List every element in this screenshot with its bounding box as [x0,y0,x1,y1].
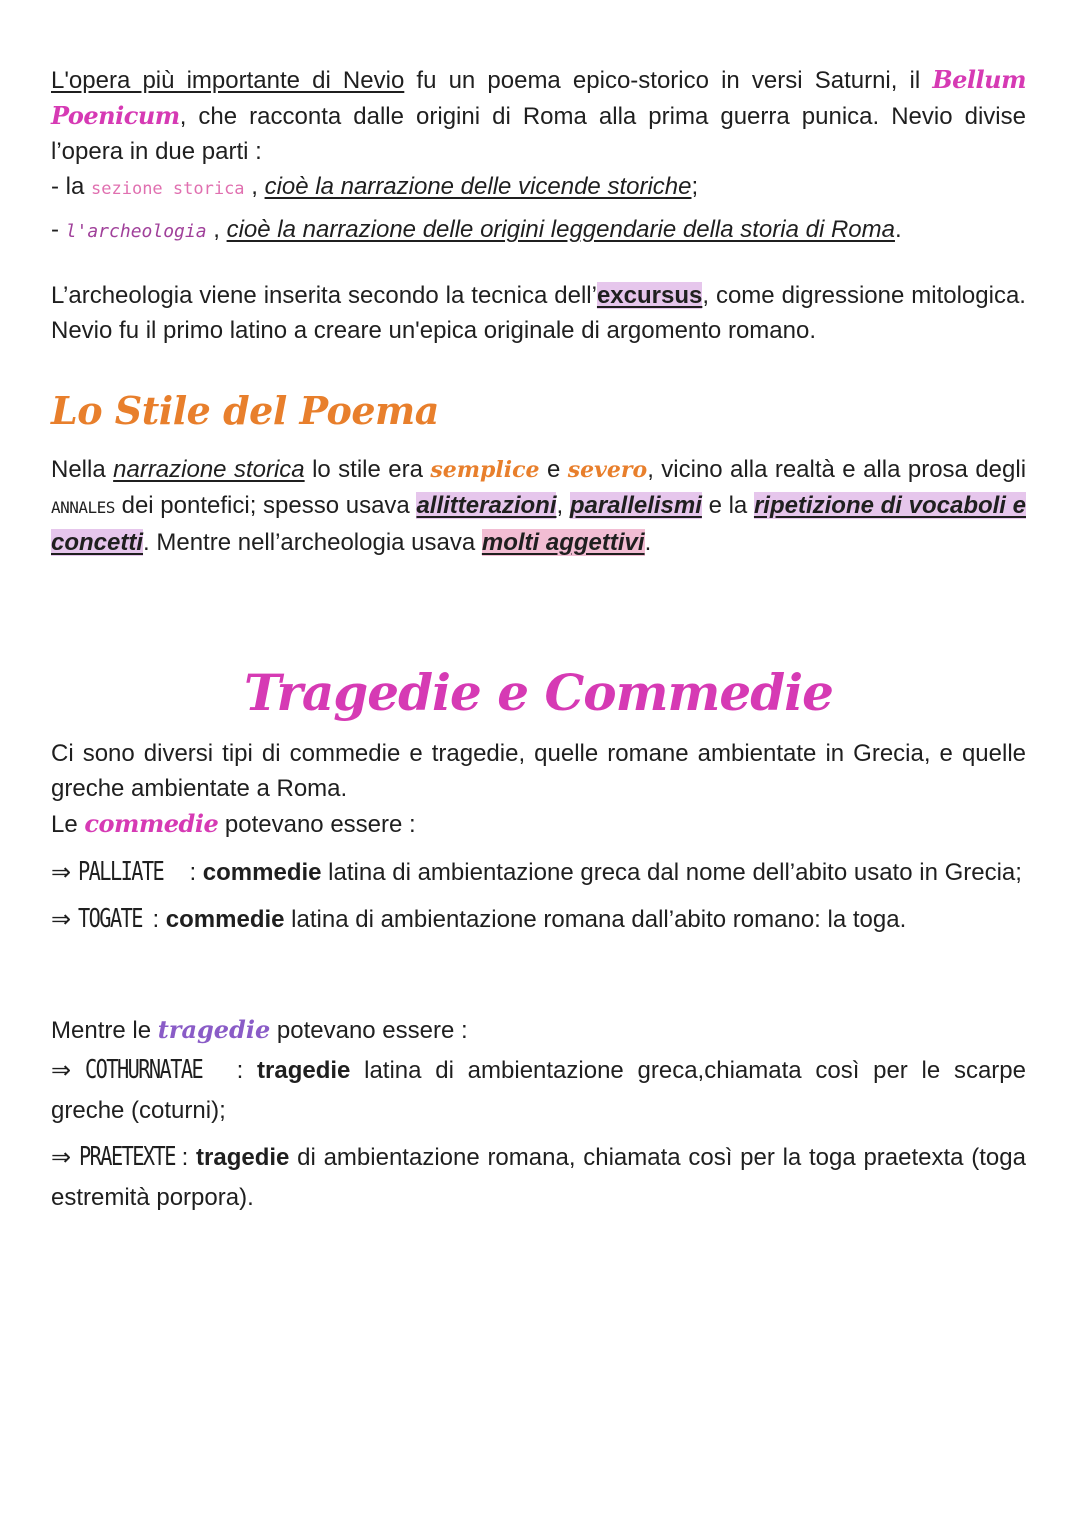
list-item-archeologia [51,212,1026,249]
arrow-icon: ⇒ [51,859,72,886]
colon: : [145,906,166,933]
paragraph-stile [51,452,1026,560]
arrow-icon: ⇒ [51,1057,72,1084]
text: , [556,492,570,519]
list-item-togate [51,899,1026,940]
text: fu un poema epico-storico in versi Saturni, il [404,67,933,94]
bold-commedie: commedie [202,859,322,886]
text: latina di ambientazione greca dal nome dell’abito usato in Grecia; [321,859,1022,886]
word-severo: severo [567,457,648,483]
text: Mentre le [51,1017,158,1044]
arrow-icon: ⇒ [51,1144,72,1171]
text: , che racconta dalle origini di Roma alla prima guerra punica. Nevio divise l’opera in due parti : [51,103,1026,165]
text: Le [51,811,85,838]
text: . [644,529,652,556]
paragraph-bellum-poenicum [51,62,1026,249]
title-poenicum: Poenicum [51,101,180,130]
item-description: cioè la narrazione delle origini leggendarie della storia di Roma [226,216,895,243]
title-bellum: Bellum [932,65,1026,94]
separator: , [244,173,265,200]
term-archeologia: l'archeologia [65,221,207,242]
punct: . [894,216,902,243]
separator: , [206,216,227,243]
term-sezione-storica: sezione storica [91,179,245,199]
text: L’archeologia viene inserita secondo la tecnica dell’ [51,282,597,309]
text: , vicino alla realtà e alla prosa degli [647,456,1027,483]
text: di ambientazione romana, chiamata così per la toga praetexta (toga estremità porpora). [51,1144,1026,1211]
highlight-excursus: excursus [596,282,703,309]
colon: : [182,859,203,886]
term-togate: TOGATE [77,904,142,934]
text: latina di ambientazione greca,chiamata così per le scarpe greche (coturni); [51,1057,1026,1124]
list-prefix: - la [51,173,92,200]
list-item-palliate [51,852,1026,893]
highlight-molti-aggettivi: molti aggettivi [481,529,645,556]
text: . Mentre nell’archeologia usava [143,529,482,556]
paragraph-tragedie [51,1012,1026,1218]
word-semplice: semplice [430,457,540,483]
bold-commedie: commedie [165,906,285,933]
heading-tragedie-e-commedie: Tragedie e Commedie [243,663,833,722]
item-description: cioè la narrazione delle vicende storiche [264,173,692,200]
text: e [539,456,568,483]
text: potevano essere : [218,811,416,838]
tragedie-intro-line [51,1012,1026,1048]
highlight-parallelismi: parallelismi [569,492,702,519]
paragraph-excursus [51,278,1026,348]
list-item-sezione-storica [51,169,1026,207]
word-commedie: commedie [84,809,219,838]
colon: : [173,1144,197,1171]
caps-annales: ANNALES [51,498,115,517]
commedie-intro-line [51,806,1026,842]
heading-lo-stile-del-poema: Lo Stile del Poema [51,388,439,433]
highlight-allitterazioni: allitterazioni [416,492,557,519]
punct: ; [691,173,699,200]
text: dei pontefici; spesso usava [114,492,417,519]
intro-text: Ci sono diversi tipi di commedie e tragedie, quelle romane ambientate in Grecia, e quelle greche ambientate a Roma. [51,740,1026,802]
colon: : [222,1057,258,1084]
highlight-ripetizione: ripetizione di vocaboli e concetti [51,492,1026,556]
text: latina di ambientazione romana dall’abito romano: la toga. [284,906,907,933]
term-praetexte: PRAETEXTE [78,1142,175,1172]
list-prefix: - [51,216,66,243]
underlined-lead: L'opera più importante di Nevio [51,67,405,94]
text: , come digressione mitologica. Nevio fu il primo latino a creare un'epica originale di argomento romano. [51,282,1026,344]
bold-tragedie: tragedie [257,1057,351,1084]
text: e la [701,492,754,519]
paragraph-commedie [51,736,1026,940]
text: lo stile era [304,456,431,483]
list-item-cothurnatae [51,1050,1026,1131]
arrow-icon: ⇒ [51,906,72,933]
list-item-praetexte [51,1137,1026,1218]
term-cothurnatae: COTHURNATAE [84,1055,203,1085]
bold-tragedie: tragedie [196,1144,290,1171]
text: Nella [51,456,114,483]
underlined-narrazione-storica: narrazione storica [113,456,305,483]
text: potevano essere : [270,1017,468,1044]
term-palliate: PALLIATE [77,857,163,887]
word-tragedie: tragedie [157,1015,271,1044]
